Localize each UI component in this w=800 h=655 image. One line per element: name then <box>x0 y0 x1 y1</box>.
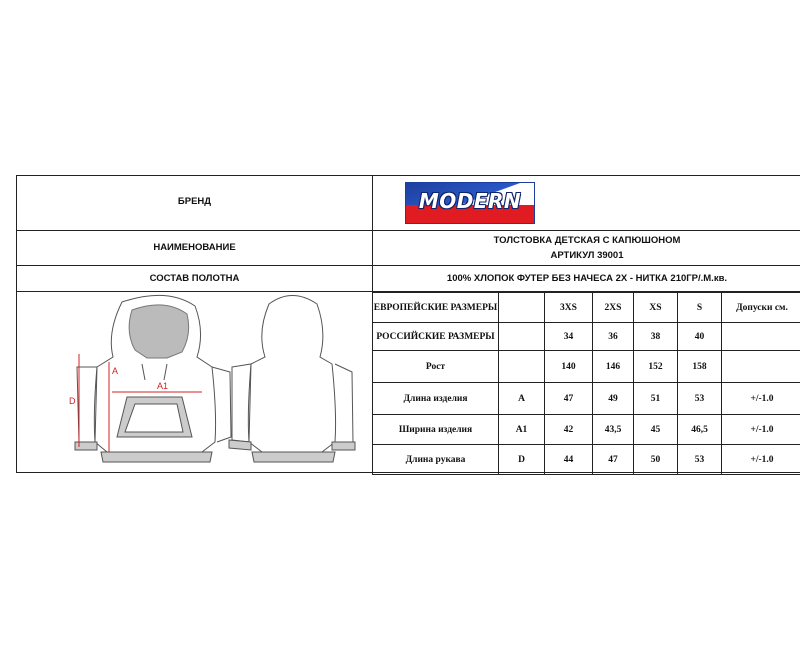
table-row <box>373 323 800 351</box>
table-cell: D <box>499 445 545 475</box>
table-cell: 53 <box>678 383 722 415</box>
table-cell: 146 <box>593 351 634 383</box>
brand-label: БРЕНД <box>177 196 212 207</box>
table-cell: +/-1.0 <box>722 445 800 475</box>
dim-a-label: A <box>112 366 119 376</box>
fabric-composition: 100% ХЛОПОК ФУТЕР БЕЗ НАЧЕСА 2Х - НИТКА 210ГР/.М.кв. <box>446 273 728 284</box>
header-cell: ЕВРОПЕЙСКИЕ РАЗМЕРЫ <box>373 293 499 323</box>
table-cell: Длина рукава <box>373 445 499 475</box>
table-cell: 158 <box>678 351 722 383</box>
table-cell: 45 <box>634 415 678 445</box>
table-row <box>373 351 800 383</box>
table-cell: +/-1.0 <box>722 415 800 445</box>
table-cell: 44 <box>545 445 593 475</box>
dim-a1-label: A1 <box>157 381 169 391</box>
table-cell: 50 <box>634 445 678 475</box>
table-cell: 152 <box>634 351 678 383</box>
table-cell <box>499 351 545 383</box>
header-cell: Допуски см. <box>722 293 800 323</box>
table-cell: Ширина изделия <box>373 415 499 445</box>
header-cell <box>499 293 545 323</box>
table-cell: Рост <box>373 351 499 383</box>
table-cell <box>722 351 800 383</box>
table-cell: A1 <box>499 415 545 445</box>
table-cell <box>499 323 545 351</box>
table-cell: 51 <box>634 383 678 415</box>
table-cell: Длина изделия <box>373 383 499 415</box>
table-row <box>373 383 800 415</box>
table-cell: 43,5 <box>593 415 634 445</box>
table-cell: 140 <box>545 351 593 383</box>
header-cell: S <box>678 293 722 323</box>
table-row <box>373 415 800 445</box>
table-cell: 47 <box>593 445 634 475</box>
spec-sheet <box>16 175 800 473</box>
table-cell <box>722 323 800 351</box>
table-cell: 42 <box>545 415 593 445</box>
brand-logo: MODERN <box>405 182 535 224</box>
hoodie-sketch <box>17 292 372 474</box>
table-cell: 40 <box>678 323 722 351</box>
product-title: ТОЛСТОВКА ДЕТСКАЯ С КАПЮШОНОМ <box>493 235 681 246</box>
name-label: НАИМЕНОВАНИЕ <box>153 242 236 253</box>
table-cell: 36 <box>593 323 634 351</box>
header-cell: 3XS <box>545 293 593 323</box>
table-cell: 38 <box>634 323 678 351</box>
table-cell: 34 <box>545 323 593 351</box>
table-row <box>373 445 800 475</box>
table-cell: +/-1.0 <box>722 383 800 415</box>
header-cell: 2XS <box>593 293 634 323</box>
size-table <box>372 292 800 475</box>
table-row <box>373 293 800 323</box>
table-cell: РОССИЙСКИЕ РАЗМЕРЫ <box>373 323 499 351</box>
table-cell: 46,5 <box>678 415 722 445</box>
fabric-label: СОСТАВ ПОЛОТНА <box>149 273 240 284</box>
table-cell: 49 <box>593 383 634 415</box>
product-article: АРТИКУЛ 39001 <box>550 250 624 261</box>
table-cell: A <box>499 383 545 415</box>
table-cell: 53 <box>678 445 722 475</box>
header-cell: XS <box>634 293 678 323</box>
dim-d-label: D <box>69 396 76 406</box>
table-cell: 47 <box>545 383 593 415</box>
